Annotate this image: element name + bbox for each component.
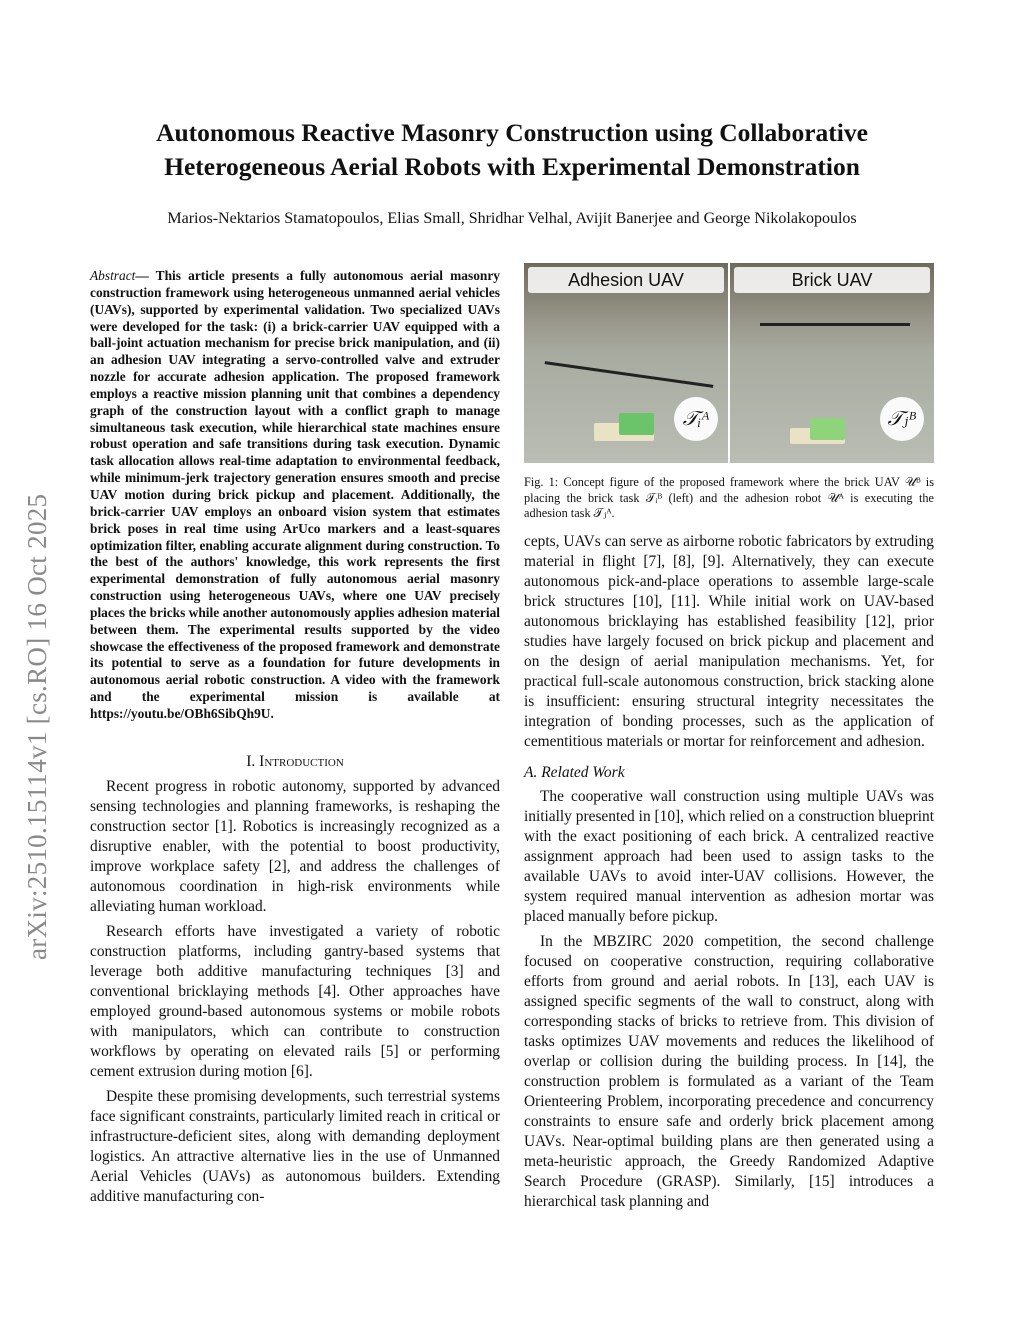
section-heading-introduction: [90, 753, 500, 771]
right-column: [524, 263, 934, 1217]
adhesion-uav-label: Adhesion UAV: [528, 267, 724, 293]
brick-shape: [619, 413, 654, 435]
body-paragraph: cepts, UAVs can serve as airborne robotic fabricators by extruding material in flight [7], [8], [9]. Alternatively, they can execute autonomous pick-and-place operations to assemble large-scale brick structures [10], [11]. While initial work on UAV-based autonomous bricklaying has established feasibility [12], prior studies have largely focused on brick pickup and placement and on the design of aerial manipulation mechanisms. Yet, for practical full-scale autonomous construction, brick stacking alone is insufficient: ensuring structural integrity necessitates the integration of bonding processes, such as the application of cementitious materials or mortar for reinforcement and adhesion.: [524, 532, 934, 750]
title-line-1: Autonomous Reactive Masonry Construction using Collaborative: [156, 118, 868, 147]
abstract-label: Abstract: [90, 268, 136, 283]
abstract-text: — This article presents a fully autonomous aerial masonry construction framework using heterogeneous unmanned aerial vehicles (UAVs), supported by experimental validation. Two specialized UAVs were developed for the task: (i) a brick-carrier UAV equipped with a ball-joint actuation mechanism for precise brick manipulation, and (ii) an adhesion UAV integrating a servo-controlled valve and extruder nozzle for accurate adhesion application. The proposed framework employs a reactive mission planning unit that combines a dependency graph of the construction layout with a conflict graph to manage simultaneous task execution, while hierarchical state machines ensure robust operation and safe transitions during task execution. Dynamic task allocation allows real-time adaptation to environmental feedback, while minimum-jerk trajectory generation ensures smooth and precise UAV motion during brick pickup and placement. Additionally, the brick-carrier UAV employs an onboard vision system that estimates brick poses in real time using ArUco markers and a least-squares optimization filter, enabling accurate alignment during construction. To the best of the authors' knowledge, this work represents the first experimental demonstration of fully autonomous aerial masonry construction using heterogeneous UAVs, where one UAV precisely places the bricks while another autonomously applies adhesion material between them. The experimental results supported by the video showcase the effectiveness of the proposed framework and demonstrate its potential to serve as a foundation for future developments in autonomous aerial robotic construction. A video with the framework and the experimental mission is available at https://youtu.be/OBh6SibQh9U.: [90, 268, 500, 721]
intro-paragraph: Recent progress in robotic autonomy, supported by advanced sensing technologies and planning frameworks, is reshaping the construction sector [1]. Robotics is increasingly recognized as a disruptive enabler, with the potential to boost productivity, improve workplace safety [2], and address the challenges of autonomous coordination in high-risk environments while alleviating human workload.: [90, 777, 500, 915]
drone-arm-shape: [760, 323, 910, 326]
paper-title: [60, 116, 964, 184]
related-paragraph: The cooperative wall construction using multiple UAVs was initially presented in [10], which relied on a construction blueprint with the exact positioning of each brick. A centralized reactive assignment approach had been used to assign tasks to the available UAVs to avoid inter-UAV collisions. However, the system required manual intervention as adhesion mortar was placed manually before pickup.: [524, 787, 934, 925]
related-paragraph: In the MBZIRC 2020 competition, the second challenge focused on cooperative construction, requiring collaborative efforts from ground and aerial robots. In [13], each UAV is assigned specific segments of the wall to construct, along with corresponding stacks of bricks to retrieve from. This division of tasks optimizes UAV movements and reduces the likelihood of overlap or collision during the building process. In [14], the construction problem is formulated as a variant of the Team Orienteering Problem, incorporating precedence and concurrency constraints to ensure safe and orderly brick placement among UAVs. Near-optimal building plans are then generated using a meta-heuristic approach, the Greedy Randomized Adaptive Search Procedure (GRASP). Similarly, [15] introduces a hierarchical task planning and: [524, 932, 934, 1210]
figure-1: [524, 263, 934, 463]
section-title: Introduction: [259, 752, 344, 770]
section-number: I.: [246, 752, 260, 770]
task-badge-right: 𝒯ⱼᴮ: [880, 397, 924, 441]
intro-paragraph: Research efforts have investigated a variety of robotic construction platforms, including gantry-based systems that leverage both additive manufacturing techniques [3] and conventional bricklaying methods [4]. Other approaches have employed ground-based autonomous systems or mobile robots with manipulators, which can contribute to construction workflows by operating on elevated rails [5] or performing cement extrusion during motion [6].: [90, 922, 500, 1080]
intro-paragraph: Despite these promising developments, such terrestrial systems face significant constraints, particularly limited reach in critical or infrastructure-deficient sites, along with demanding deployment logistics. An attractive alternative lies in the use of Unmanned Aerial Vehicles (UAVs) as autonomous builders. Extending additive manufacturing con-: [90, 1087, 500, 1205]
title-line-2: Heterogeneous Aerial Robots with Experimental Demonstration: [164, 152, 860, 181]
authors: Marios-Nektarios Stamatopoulos, Elias Small, Shridhar Velhal, Avijit Banerjee and George Nikolakopoulos: [167, 210, 857, 227]
adhesion-uav-photo: [524, 263, 728, 463]
arxiv-identifier: arXiv:2510.15114v1 [cs.RO] 16 Oct 2025: [22, 493, 52, 960]
task-badge-left: 𝒯ᵢᴬ: [674, 397, 718, 441]
brick-shape: [810, 418, 845, 440]
brick-uav-photo: [730, 263, 934, 463]
left-column: [90, 268, 500, 1212]
subsection-heading-related-work: A. Related Work: [524, 763, 625, 781]
figure-caption: Fig. 1: Concept figure of the proposed framework where the brick UAV 𝒰ᴮ is placing the brick task 𝒯ᵢᴮ (left) and the adhesion robot 𝒰ᴬ is executing the adhesion task 𝒯ⱼᴬ.: [524, 475, 934, 520]
abstract: [90, 268, 500, 723]
drone-arm-shape: [545, 361, 714, 388]
brick-uav-label: Brick UAV: [734, 267, 930, 293]
